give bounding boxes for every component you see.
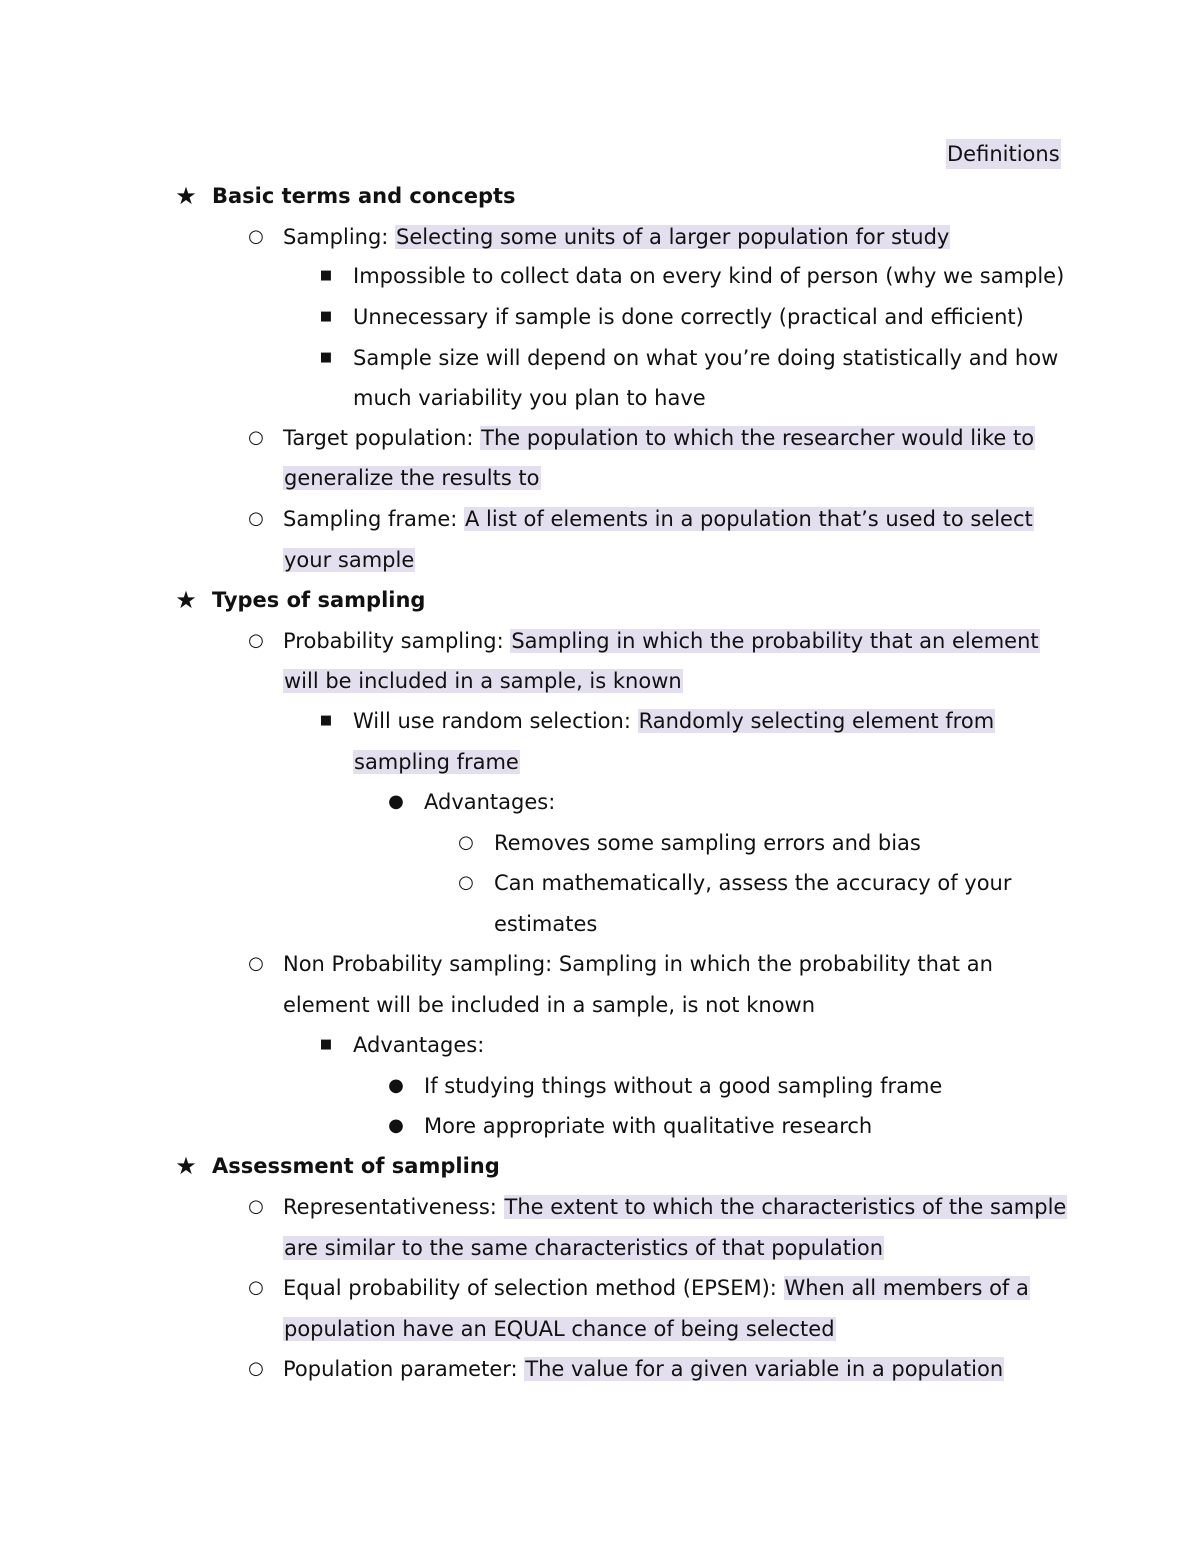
list-item: Removes some sampling errors and bias [494, 831, 921, 855]
list-item: Can mathematically, assess the accuracy of your [494, 871, 1012, 895]
term: Will use random selection: [353, 709, 638, 733]
term: Sampling: [283, 225, 396, 249]
list-item [283, 504, 1034, 534]
definition: are similar to the same characteristics of that population [284, 1236, 884, 1260]
star-icon: ★ [175, 182, 197, 210]
hollow-circle-icon: ○ [248, 1277, 264, 1298]
list-item [283, 222, 950, 252]
list-item: Advantages: [353, 1033, 485, 1057]
hollow-circle-icon: ○ [248, 427, 264, 448]
definition: Selecting some units of a larger population for study [396, 225, 950, 249]
list-item: Advantages: [424, 790, 556, 814]
definition: A list of elements in a population that’s used to select [465, 507, 1033, 531]
definition: population have an EQUAL chance of being selected [284, 1317, 835, 1341]
list-item-continuation [283, 545, 415, 575]
star-icon: ★ [175, 1152, 197, 1180]
list-item: More appropriate with qualitative research [424, 1114, 873, 1138]
definition: Randomly selecting element from [638, 709, 995, 733]
dot-icon: ● [388, 1075, 404, 1096]
definition: When all members of a [784, 1276, 1029, 1300]
definition: sampling frame [354, 750, 519, 774]
section-heading: Assessment of sampling [212, 1154, 500, 1178]
term: Sampling frame: [283, 507, 464, 531]
list-item: Impossible to collect data on every kind of person (why we sample) [353, 264, 1065, 288]
hollow-circle-icon: ○ [248, 630, 264, 651]
list-item-continuation: element will be included in a sample, is not known [283, 993, 816, 1017]
list-item [283, 423, 1035, 453]
list-item-continuation: much variability you plan to have [353, 386, 706, 410]
definition: generalize the results to [284, 466, 540, 490]
hollow-circle-icon: ○ [248, 508, 264, 529]
definition: The population to which the researcher would like to [481, 426, 1035, 450]
definition: The extent to which the characteristics of the sample [504, 1195, 1067, 1219]
square-icon: ■ [319, 713, 333, 728]
list-item [353, 706, 995, 736]
definition: The value for a given variable in a population [525, 1357, 1004, 1381]
list-item [283, 626, 1040, 656]
list-item-continuation: estimates [494, 912, 598, 936]
list-item-continuation [283, 1233, 884, 1263]
list-item [283, 1192, 1067, 1222]
term: Population parameter: [283, 1357, 525, 1381]
hollow-circle-icon: ○ [248, 1358, 264, 1379]
square-icon: ■ [319, 1037, 333, 1052]
list-item [283, 1354, 1004, 1384]
list-item: Sample size will depend on what you’re doing statistically and how [353, 346, 1059, 370]
term: Probability sampling: [283, 629, 511, 653]
hollow-circle-icon: ○ [248, 1196, 264, 1217]
hollow-circle-icon: ○ [458, 832, 474, 853]
square-icon: ■ [319, 309, 333, 324]
term: Representativeness: [283, 1195, 504, 1219]
definition: your sample [284, 548, 415, 572]
definition: Sampling in which the probability that an element [511, 629, 1039, 653]
square-icon: ■ [319, 268, 333, 283]
dot-icon: ● [388, 1115, 404, 1136]
list-item: Non Probability sampling: Sampling in which the probability that an [283, 952, 993, 976]
section-heading: Basic terms and concepts [212, 184, 516, 208]
list-item-continuation [283, 666, 683, 696]
list-item: If studying things without a good sampling frame [424, 1074, 943, 1098]
hollow-circle-icon: ○ [458, 872, 474, 893]
list-item: Unnecessary if sample is done correctly (practical and efficient) [353, 305, 1024, 329]
square-icon: ■ [319, 350, 333, 365]
list-item-continuation [353, 747, 520, 777]
hollow-circle-icon: ○ [248, 953, 264, 974]
list-item-continuation [283, 463, 541, 493]
term: Equal probability of selection method (EPSEM): [283, 1276, 784, 1300]
dot-icon: ● [388, 791, 404, 812]
section-heading: Types of sampling [212, 588, 426, 612]
list-item-continuation [283, 1314, 836, 1344]
hollow-circle-icon: ○ [248, 226, 264, 247]
definition: will be included in a sample, is known [284, 669, 682, 693]
star-icon: ★ [175, 586, 197, 614]
term: Target population: [283, 426, 481, 450]
page-title: Definitions [946, 139, 1061, 169]
list-item [283, 1273, 1030, 1303]
